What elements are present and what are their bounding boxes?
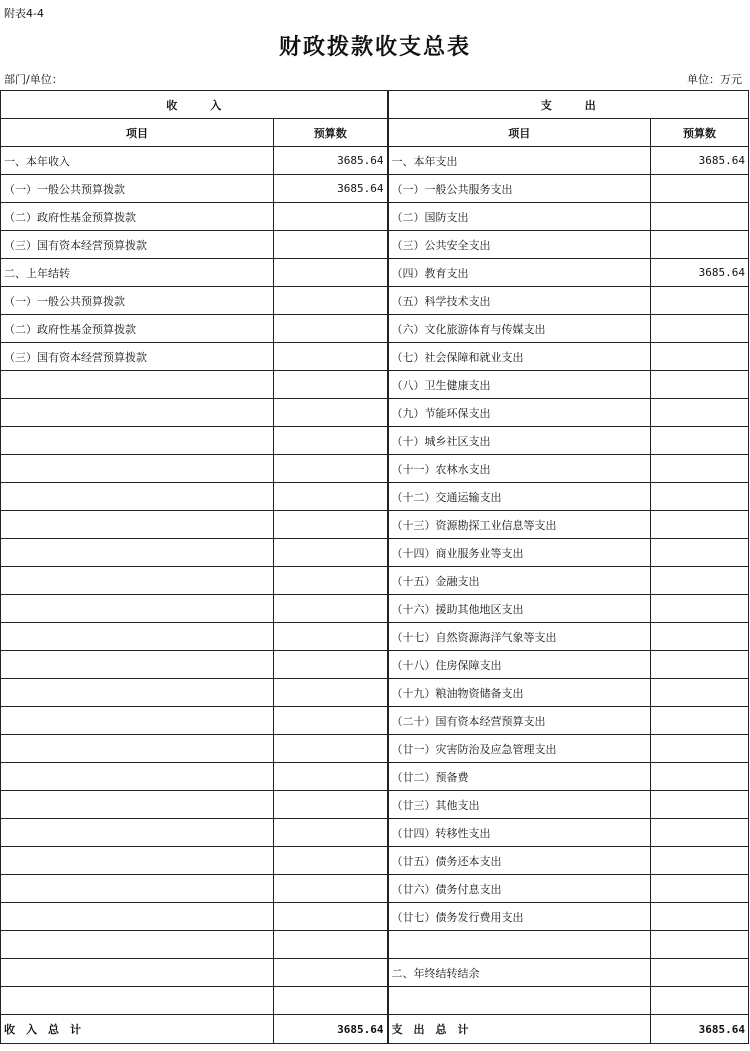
expense-item-cell: （五）科学技术支出 (388, 287, 651, 315)
expense-value-cell (651, 203, 749, 231)
table-row (1, 959, 749, 987)
table-row (1, 343, 749, 371)
income-item-cell: 二、上年结转 (1, 259, 274, 287)
expense-value-cell (651, 763, 749, 791)
income-item-cell: （二）政府性基金预算拨款 (1, 203, 274, 231)
income-value-cell (274, 651, 388, 679)
expense-item-cell: （九）节能环保支出 (388, 399, 651, 427)
expense-item-cell: （十五）金融支出 (388, 567, 651, 595)
income-item-cell (1, 987, 274, 1015)
attachment-label: 附表4-4 (4, 7, 44, 20)
table-row (1, 819, 749, 847)
income-value-cell (274, 567, 388, 595)
column-header-row (1, 119, 749, 147)
income-budget-header: 预算数 (274, 119, 388, 147)
table-row (1, 595, 749, 623)
income-item-cell (1, 595, 274, 623)
expense-item-cell: （三）公共安全支出 (388, 231, 651, 259)
expense-value-cell (651, 959, 749, 987)
expense-total-label: 支 出 总 计 (388, 1015, 651, 1044)
income-item-cell: （三）国有资本经营预算拨款 (1, 231, 274, 259)
income-value-cell (274, 735, 388, 763)
expense-item-cell: （十一）农林水支出 (388, 455, 651, 483)
table-row (1, 651, 749, 679)
expense-value-cell (651, 875, 749, 903)
income-item-cell (1, 903, 274, 931)
expense-item-cell: （十六）援助其他地区支出 (388, 595, 651, 623)
income-value-cell (274, 539, 388, 567)
table-row (1, 371, 749, 399)
income-item-cell (1, 763, 274, 791)
expense-item-cell (388, 931, 651, 959)
income-item-header: 项目 (1, 119, 274, 147)
income-value-cell (274, 819, 388, 847)
table-row (1, 847, 749, 875)
expense-value-cell (651, 651, 749, 679)
table-row (1, 791, 749, 819)
income-value-cell: 3685.64 (274, 147, 388, 175)
expense-value-cell (651, 455, 749, 483)
expense-value-cell (651, 679, 749, 707)
expense-value-cell (651, 483, 749, 511)
income-value-cell (274, 259, 388, 287)
income-value-cell: 3685.64 (274, 175, 388, 203)
expense-item-cell: （十八）住房保障支出 (388, 651, 651, 679)
income-value-cell (274, 987, 388, 1015)
income-value-cell (274, 903, 388, 931)
expense-item-cell: 一、本年支出 (388, 147, 651, 175)
income-value-cell (274, 371, 388, 399)
table-row (1, 231, 749, 259)
table-row (1, 259, 749, 287)
expense-item-cell: （廿五）债务还本支出 (388, 847, 651, 875)
expense-item-cell: （廿一）灾害防治及应急管理支出 (388, 735, 651, 763)
income-value-cell (274, 203, 388, 231)
income-value-cell (274, 959, 388, 987)
expense-value-cell (651, 847, 749, 875)
expense-item-cell: （六）文化旅游体育与传媒支出 (388, 315, 651, 343)
income-value-cell (274, 875, 388, 903)
expense-item-cell: （二十）国有资本经营预算支出 (388, 707, 651, 735)
expense-item-cell: （一）一般公共服务支出 (388, 175, 651, 203)
income-value-cell (274, 231, 388, 259)
unit-label: 单位：万元 (687, 73, 742, 86)
expense-value-cell (651, 987, 749, 1015)
income-value-cell (274, 623, 388, 651)
income-item-cell: （一）一般公共预算拨款 (1, 175, 274, 203)
expense-item-cell: （廿三）其他支出 (388, 791, 651, 819)
dept-label: 部门/单位： (4, 73, 63, 86)
expense-value-cell (651, 735, 749, 763)
income-item-cell (1, 455, 274, 483)
expense-section-header: 支 出 (388, 91, 749, 119)
income-value-cell (274, 399, 388, 427)
income-item-cell: 一、本年收入 (1, 147, 274, 175)
expense-item-cell: （二）国防支出 (388, 203, 651, 231)
income-total-value: 3685.64 (274, 1015, 388, 1044)
table-row (1, 763, 749, 791)
table-row (1, 511, 749, 539)
expense-item-cell: （七）社会保障和就业支出 (388, 343, 651, 371)
table-row (1, 875, 749, 903)
expense-value-cell (651, 287, 749, 315)
income-value-cell (274, 791, 388, 819)
income-value-cell (274, 455, 388, 483)
expense-item-header: 项目 (388, 119, 651, 147)
income-item-cell (1, 791, 274, 819)
income-item-cell (1, 707, 274, 735)
expense-item-cell: （十七）自然资源海洋气象等支出 (388, 623, 651, 651)
table-row (1, 483, 749, 511)
expense-value-cell (651, 707, 749, 735)
expense-item-cell (388, 987, 651, 1015)
expense-item-cell: （八）卫生健康支出 (388, 371, 651, 399)
income-section-header: 收 入 (1, 91, 388, 119)
income-value-cell (274, 483, 388, 511)
income-item-cell: （三）国有资本经营预算拨款 (1, 343, 274, 371)
expense-value-cell (651, 567, 749, 595)
expense-item-cell: （廿七）债务发行费用支出 (388, 903, 651, 931)
expense-item-cell: （廿二）预备费 (388, 763, 651, 791)
section-header-row (1, 91, 749, 119)
income-item-cell (1, 539, 274, 567)
income-value-cell (274, 315, 388, 343)
table-row (1, 623, 749, 651)
income-value-cell (274, 931, 388, 959)
expense-total-value: 3685.64 (651, 1015, 749, 1044)
income-value-cell (274, 287, 388, 315)
expense-value-cell (651, 623, 749, 651)
table-row (1, 707, 749, 735)
expense-value-cell (651, 595, 749, 623)
income-item-cell (1, 679, 274, 707)
income-item-cell (1, 931, 274, 959)
income-value-cell (274, 427, 388, 455)
page-title: 财政拨款收支总表 (278, 34, 471, 60)
income-item-cell (1, 399, 274, 427)
expense-value-cell (651, 931, 749, 959)
table-row (1, 567, 749, 595)
income-item-cell (1, 819, 274, 847)
income-value-cell (274, 707, 388, 735)
income-value-cell (274, 511, 388, 539)
expense-value-cell (651, 399, 749, 427)
income-item-cell (1, 959, 274, 987)
expense-item-cell: （十四）商业服务业等支出 (388, 539, 651, 567)
income-item-cell: （二）政府性基金预算拨款 (1, 315, 274, 343)
expense-value-cell (651, 315, 749, 343)
table-row (1, 987, 749, 1015)
table-row (1, 147, 749, 175)
expense-value-cell (651, 343, 749, 371)
income-item-cell (1, 875, 274, 903)
table-row (1, 175, 749, 203)
expense-item-cell: （四）教育支出 (388, 259, 651, 287)
expense-value-cell (651, 371, 749, 399)
income-item-cell (1, 623, 274, 651)
table-row (1, 315, 749, 343)
income-value-cell (274, 847, 388, 875)
expense-value-cell (651, 231, 749, 259)
table-row (1, 427, 749, 455)
expense-value-cell (651, 427, 749, 455)
expense-budget-header: 预算数 (651, 119, 749, 147)
expense-value-cell: 3685.64 (651, 259, 749, 287)
expense-value-cell (651, 819, 749, 847)
income-item-cell (1, 511, 274, 539)
table-row (1, 903, 749, 931)
expense-value-cell (651, 791, 749, 819)
income-value-cell (274, 343, 388, 371)
expense-item-cell: （十三）资源勘探工业信息等支出 (388, 511, 651, 539)
expense-item-cell: （十九）粮油物资储备支出 (388, 679, 651, 707)
table-row (1, 735, 749, 763)
income-item-cell (1, 427, 274, 455)
expense-value-cell (651, 539, 749, 567)
expense-item-cell: （十二）交通运输支出 (388, 483, 651, 511)
expense-item-cell: （廿四）转移性支出 (388, 819, 651, 847)
income-value-cell (274, 763, 388, 791)
income-total-label: 收 入 总 计 (1, 1015, 274, 1044)
table-row (1, 203, 749, 231)
expense-value-cell (651, 175, 749, 203)
income-value-cell (274, 595, 388, 623)
budget-summary-table (0, 90, 749, 1044)
expense-item-cell: 二、年终结转结余 (388, 959, 651, 987)
table-row (1, 399, 749, 427)
income-value-cell (274, 679, 388, 707)
expense-item-cell: （廿六）债务付息支出 (388, 875, 651, 903)
income-item-cell (1, 651, 274, 679)
income-item-cell (1, 847, 274, 875)
expense-item-cell: （十）城乡社区支出 (388, 427, 651, 455)
income-item-cell (1, 567, 274, 595)
income-item-cell: （一）一般公共预算拨款 (1, 287, 274, 315)
total-row (1, 1015, 749, 1044)
income-item-cell (1, 735, 274, 763)
income-item-cell (1, 483, 274, 511)
expense-value-cell: 3685.64 (651, 147, 749, 175)
table-row (1, 455, 749, 483)
table-row (1, 287, 749, 315)
table-row (1, 931, 749, 959)
income-item-cell (1, 371, 274, 399)
table-row (1, 679, 749, 707)
expense-value-cell (651, 511, 749, 539)
table-row (1, 539, 749, 567)
expense-value-cell (651, 903, 749, 931)
